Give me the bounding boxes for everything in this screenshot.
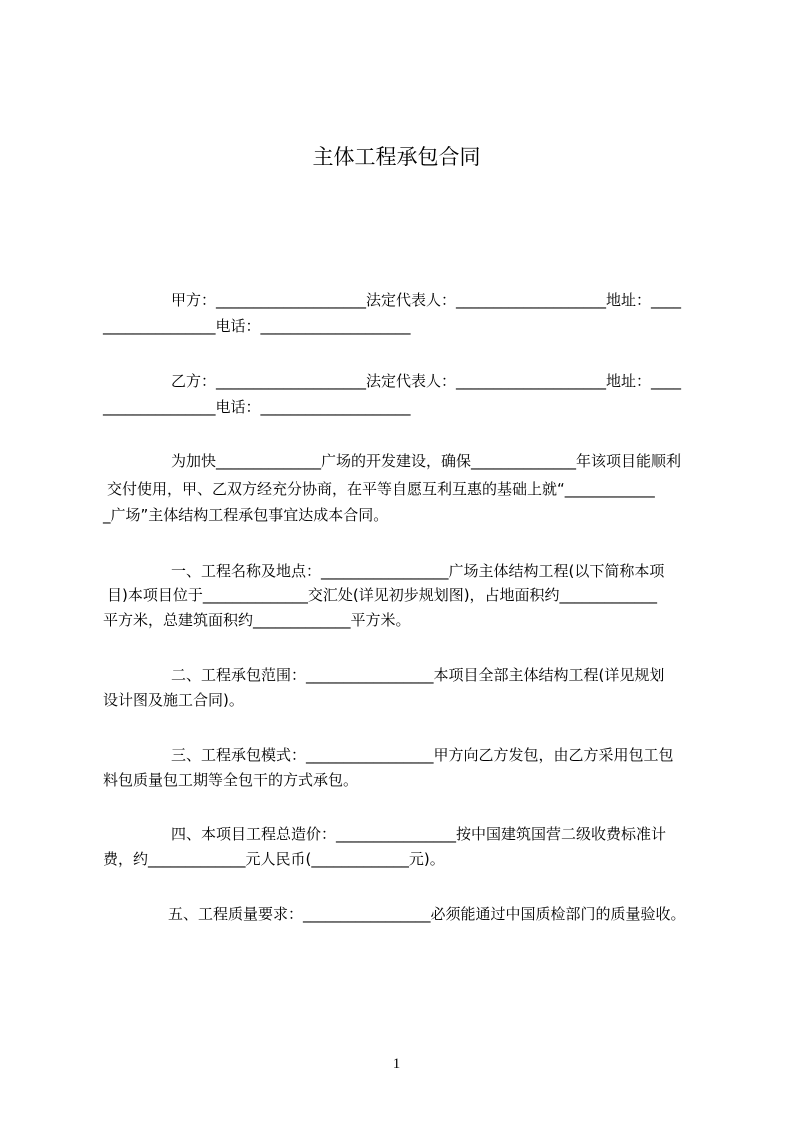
clause-1-line-3: 平方米，总建筑面积约_____________平方米。	[103, 611, 411, 629]
clause-5-line-1: 五、工程质量要求：_________________必须能通过中国质检部门的质量验收。	[168, 905, 686, 923]
party-a-line-2: _______________电话：____________________	[103, 317, 411, 335]
party-a-line-1: 甲方：____________________法定代表人：____________________地址：____	[171, 291, 682, 309]
clause-1-line-1: 一、工程名称及地点：_________________广场主体结构工程(以下简称本项	[171, 562, 665, 580]
clause-3-line-1: 三、工程承包模式：_________________甲方向乙方发包，由乙方采用包工包	[171, 746, 674, 764]
clause-2-line-2: 设计图及施工合同)。	[103, 691, 244, 709]
preamble-line-2: 交付使用，甲、乙双方经充分协商，在平等自愿互利互惠的基础上就“____________	[107, 480, 655, 498]
clause-4-line-1: 四、本项目工程总造价：________________按中国建筑国营二级收费标准计	[171, 825, 667, 843]
clause-2-line-1: 二、工程承包范围：_________________本项目全部主体结构工程(详见规划	[171, 666, 665, 684]
page-number: 1	[392, 1056, 401, 1072]
preamble-line-3: _广场”主体结构工程承包事宜达成本合同。	[103, 506, 389, 524]
preamble-line-1: 为加快______________广场的开发建设，确保______________年该项目能顺利	[171, 452, 682, 470]
clause-1-line-2: 目)本项目位于______________交汇处(详见初步规划图)，占地面积约_____________	[107, 586, 658, 604]
document-title: 主体工程承包合同	[312, 145, 481, 169]
clause-3-line-2: 料包质量包工期等全包干的方式承包。	[103, 771, 359, 789]
party-b-line-2: _______________电话：____________________	[103, 398, 411, 416]
clause-4-line-2: 费，约_____________元人民币(_____________元)。	[103, 850, 445, 868]
party-b-line-1: 乙方：____________________法定代表人：____________________地址：____	[171, 372, 682, 390]
